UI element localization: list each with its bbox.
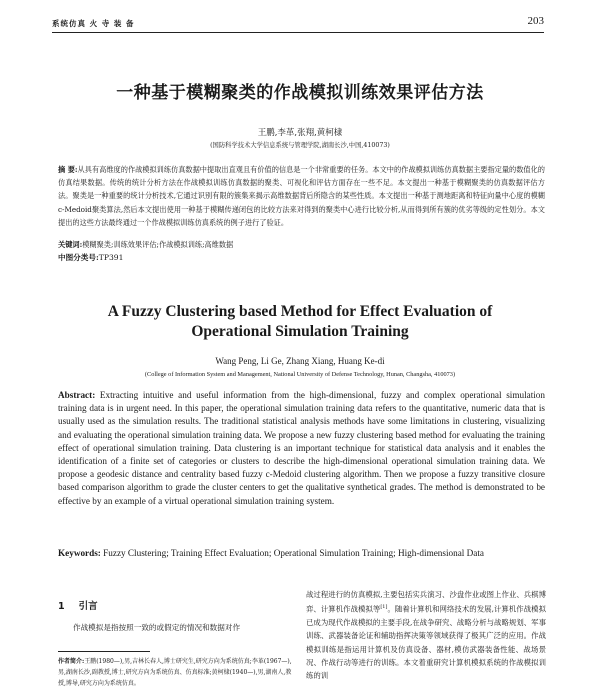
introduction-text: 作战模拟是指按照一致的或假定的情况和数据对作	[73, 623, 241, 632]
right-column	[306, 588, 546, 683]
section-heading	[58, 598, 296, 612]
english-keywords-text: Fuzzy Clustering; Training Effect Evaluation; Operational Simulation Training; High-dimensional Data	[103, 548, 484, 558]
english-title-line1: A Fuzzy Clustering based Method for Effect Evaluation of	[107, 303, 493, 320]
chinese-keywords-label: 关键词:	[58, 240, 83, 249]
footnote-label: 作者简介:	[58, 658, 85, 665]
english-abstract-text: Extracting intuitive and useful information from the high-dimensional, fuzzy and complex operational simulation training data is in urgent need. In this paper, the operational simulation training data refers to the quantitative, numeric data that is usually used as the simulation results. The traditional statistical analysis methods have some limitations in clustering, visualizing and evaluating the operational simulation training data. We propose a new fuzzy clustering based method for evaluating the training effect of operational simulation training. Data clustering is an important technique for statistical data analysis and it enables the identification of a finite set of categories or clusters to describe the high-dimensional operational simulation training data. We propose a geodesic distance and centrality based fuzzy c-Medoid clustering algorithm. Then we propose a fuzzy transitive closure based comparison algorithm to grade the cluster centers to get the qualitative synthetical grades. The method is demonstrated to be effective by an example of a virtual operational simulation training system.	[58, 390, 545, 506]
english-keywords	[58, 547, 545, 560]
right-column-text: 战过程进行的仿真模拟,主要包括实兵演习、沙盘作业或图上作业、兵棋博弈、计算机作战模拟等	[306, 590, 546, 614]
right-column-text-continued: 。随着计算机和网络技术的发展,计算机作战模拟已成为现代作战模拟的主要手段,在战争研究、战略分析与战略规划、军事训练、武器装备论证和辅助指挥决策等领域获得了极其广泛的应用。作战模拟训练是指运用计算机及仿真设备、器材,模仿武器装备性能、战场景况、作战行动等进行的训练。本文着重研究计算机模拟系统的作战模拟训练的训	[306, 604, 546, 681]
reference-marker[interactable]: [1]	[380, 604, 388, 611]
english-abstract-label: Abstract:	[58, 390, 96, 400]
chinese-keywords	[58, 238, 545, 251]
footnote-divider	[58, 651, 150, 652]
chinese-authors: 王鹏,李革,张翔,黄柯棣	[257, 128, 343, 138]
english-keywords-label: Keywords:	[58, 548, 101, 558]
chinese-keywords-text: 模糊聚类;训练效果评估;作战模拟训练;高维数据	[82, 240, 234, 249]
english-abstract	[58, 389, 545, 508]
left-column	[58, 598, 296, 634]
page-number: 203	[527, 15, 544, 27]
running-head	[52, 15, 544, 33]
journal-name: 系统仿真 火 寺 装 备	[52, 19, 135, 28]
english-title	[0, 302, 600, 342]
chinese-abstract	[58, 163, 545, 229]
section-title: 引言	[78, 601, 98, 612]
footnote-text: 王鹏(1980—),男,吉林长春人,博士研究生,研究方向为系统仿真;李革(1967—),男,湖南长沙,副教授,博士,研究方向为系统仿真、仿真标准;黄柯棣(1940—),男,湖南人,教授,博导,研究方向为系统仿真。	[58, 658, 292, 687]
classification-label: 中图分类号:	[58, 253, 99, 262]
chinese-abstract-text: 从具有高维度的作战模拟训练仿真数据中提取出直观且有价值的信息是一个非常重要的任务。本文中的作战模拟训练仿真数据主要指定量的数值化的仿真结果数据。传统的统计分析方法在作战模拟训练仿真数据的聚类、可视化和评估方面存在一些不足。本文提出一种基于模糊聚类的仿真数据评估方法。聚类是一种重要的统计分析技术,它通过识别有限的簇集来揭示高维数据背后所隐含的某些性质。本文提出一种基于测地距离和特征向量中心度的模糊c-Medoid聚类算法,然后本文提出使用一种基于模糊传递闭包的比较方法来对得到的聚类中心进行比较分析,从而得到所有簇的优劣等级的定性划分。本文提出的这些方法最终通过一个作战模拟训练仿真系统的例子进行了验证。	[58, 165, 545, 227]
chinese-abstract-label: 摘 要:	[58, 165, 78, 174]
section-number: 1	[58, 601, 65, 612]
chinese-title: 一种基于模糊聚类的作战模拟训练效果评估方法	[116, 83, 484, 103]
chinese-affiliation: (国防科学技术大学信息系统与管理学院,湖南长沙,中国,410073)	[210, 142, 390, 149]
english-title-line2: Operational Simulation Training	[191, 323, 409, 340]
classification-value: TP391	[98, 253, 124, 262]
english-affiliation: (College of Information System and Management, National University of Defense Technology, Hunan, Changsha, 410073)	[144, 371, 456, 378]
author-footnote	[58, 656, 296, 689]
english-authors: Wang Peng, Li Ge, Zhang Xiang, Huang Ke-di	[215, 356, 385, 366]
classification-number	[58, 251, 123, 264]
